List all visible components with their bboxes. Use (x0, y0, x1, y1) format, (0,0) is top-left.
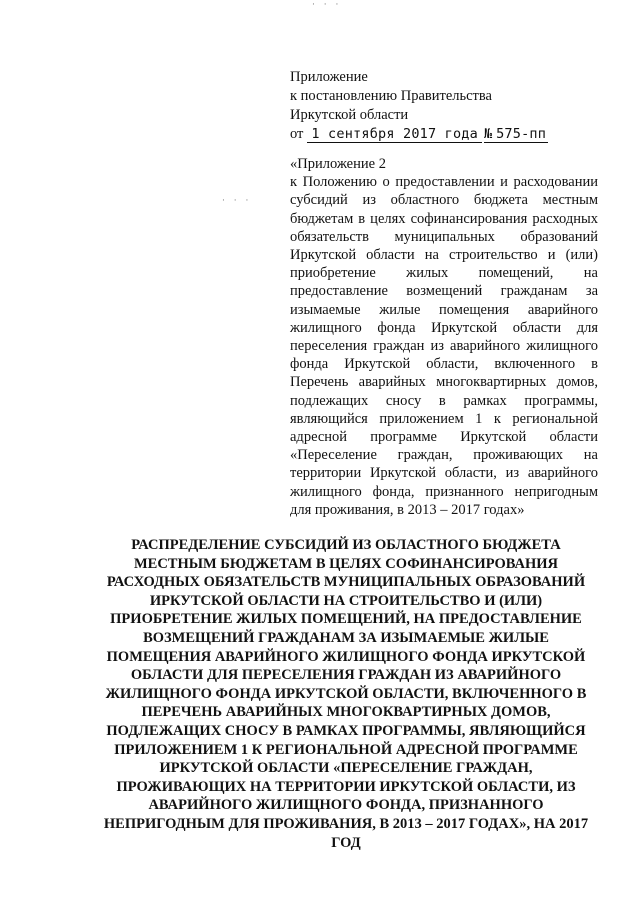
date-prefix: от (290, 126, 304, 142)
header-date-line (290, 125, 610, 144)
appendix-reference (290, 155, 598, 519)
approval-header (290, 68, 610, 144)
resolution-number: 575-пп (492, 126, 548, 143)
appendix-title: «Приложение 2 (290, 156, 386, 172)
document-title: РАСПРЕДЕЛЕНИЕ СУБСИДИЙ ИЗ ОБЛАСТНОГО БЮДЖЕТА МЕСТНЫМ БЮДЖЕТАМ В ЦЕЛЯХ СОФИНАНСИРОВАНИЯ РАСХОДНЫХ ОБЯЗАТЕЛЬСТВ МУНИЦИПАЛЬНЫХ ОБРАЗОВАНИЙ ИРКУТСКОЙ ОБЛАСТИ НА СТРОИТЕЛЬСТВО И (ИЛИ) ПРИОБРЕТЕНИЕ ЖИЛЫХ ПОМЕЩЕНИЙ, НА ПРЕДОСТАВЛЕНИЕ ВОЗМЕЩЕНИЙ ГРАЖДАНАМ ЗА ИЗЫМАЕМЫЕ ЖИЛЫЕ ПОМЕЩЕНИЯ АВАРИЙНОГО ЖИЛИЩНОГО ФОНДА ИРКУТСКОЙ ОБЛАСТИ ДЛЯ ПЕРЕСЕЛЕНИЯ ГРАЖДАН ИЗ АВАРИЙНОГО ЖИЛИЩНОГО ФОНДА ИРКУТСКОЙ ОБЛАСТИ, ВКЛЮЧЕННОГО В ПЕРЕЧЕНЬ АВАРИЙНЫХ МНОГОКВАРТИРНЫХ ДОМОВ, ПОДЛЕЖАЩИХ СНОСУ В РАМКАХ ПРОГРАММЫ, ЯВЛЯЮЩИЙСЯ ПРИЛОЖЕНИЕМ 1 К РЕГИОНАЛЬНОЙ АДРЕСНОЙ ПРОГРАММЕ ИРКУТСКОЙ ОБЛАСТИ «ПЕРЕСЕЛЕНИЕ ГРАЖДАН, ПРОЖИВАЮЩИХ НА ТЕРРИТОРИИ ИРКУТСКОЙ ОБЛАСТИ, ИЗ АВАРИЙНОГО ЖИЛИЩНОГО ФОНДА, ПРИЗНАННОГО НЕПРИГОДНЫМ ДЛЯ ПРОЖИВАНИЯ, В 2013 – 2017 ГОДАХ», НА 2017 ГОД (103, 537, 589, 851)
header-line-resolution: к постановлению Правительства (290, 88, 492, 104)
header-line-region: Иркутской области (290, 107, 409, 123)
resolution-date: 1 сентября 2017 года (307, 126, 482, 143)
number-sign: № (483, 126, 493, 142)
appendix-description: к Положению о предоставлении и расходовании субсидий из областного бюджета местным бюджетам в целях софинансирования расходных обязательств муниципальных образований Иркутской области на строительство и (или) приобретение жилых помещений, на предоставление возмещений гражданам за изымаемые жилые помещения аварийного жилищного фонда Иркутской области для переселения граждан из аварийного жилищного фонда Иркутской области, включенного в Перечень аварийных многоквартирных домов, подлежащих сносу в рамках программы, являющийся приложением 1 к региональной адресной программе Иркутской области «Переселение граждан, проживающих на территории Иркутской области, из аварийного жилищного фонда, признанного непригодным для проживания, в 2013 – 2017 годах» (290, 174, 598, 518)
header-line-appendix: Приложение (290, 69, 368, 85)
scan-speck: · · · (312, 0, 342, 10)
scan-speck: · · · (222, 196, 252, 206)
